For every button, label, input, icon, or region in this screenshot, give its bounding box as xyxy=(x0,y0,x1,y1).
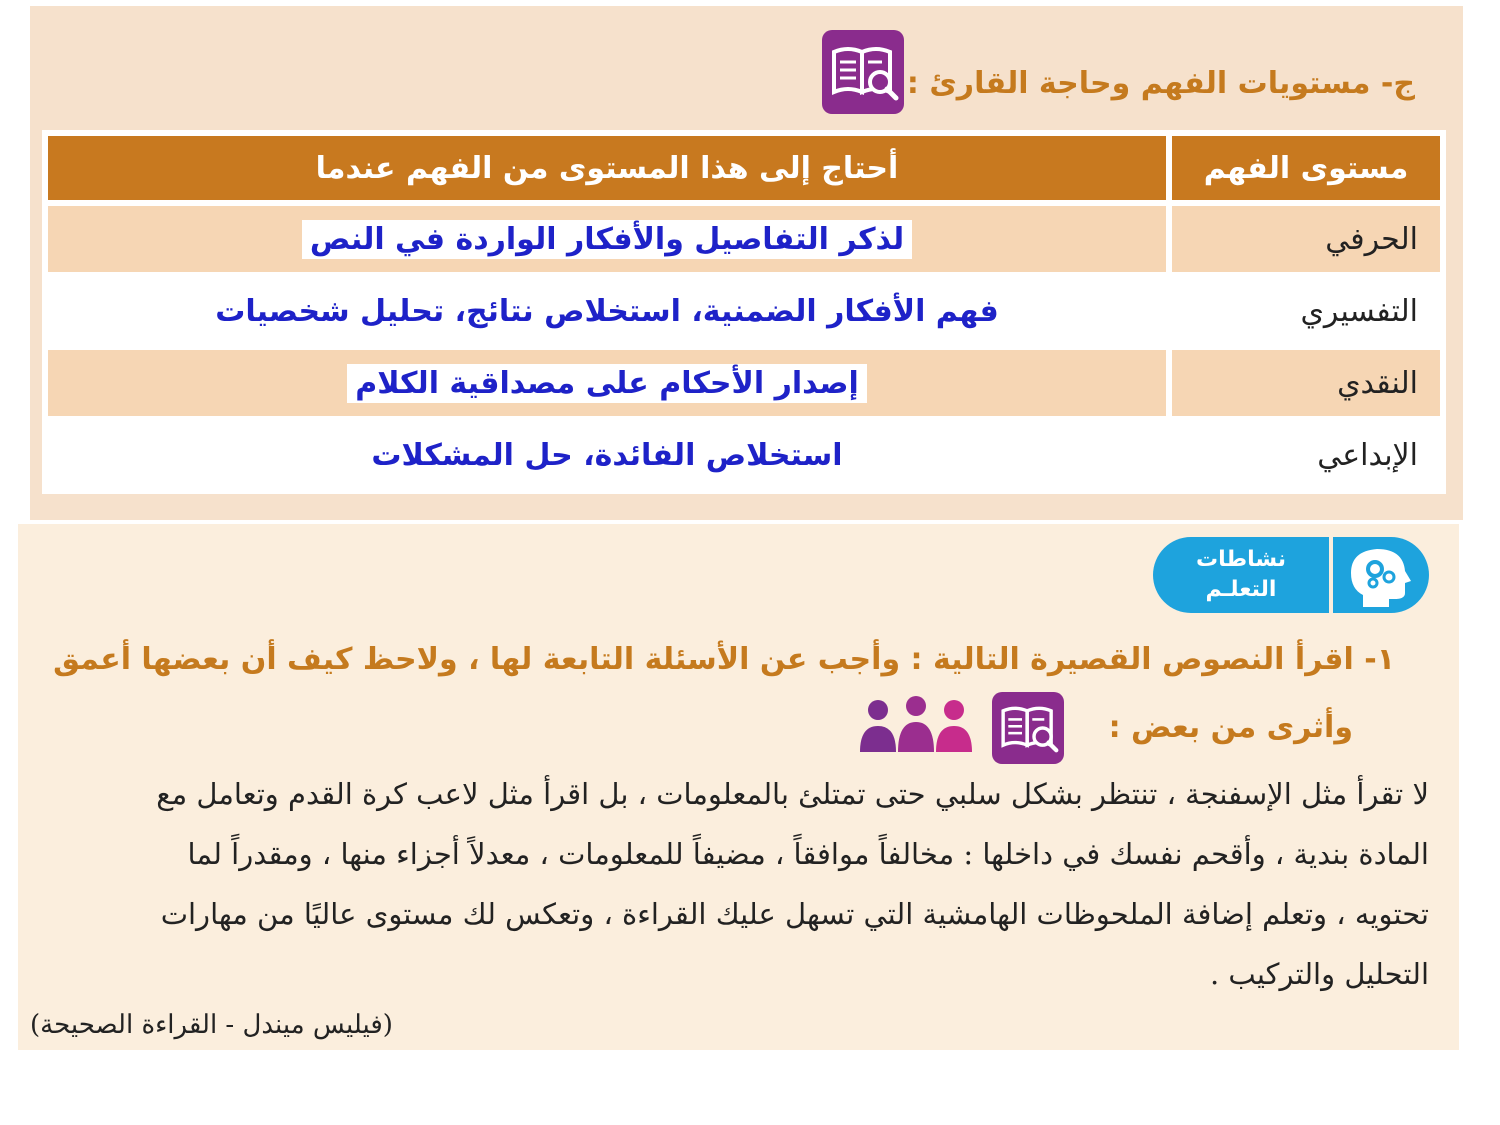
answer-cell xyxy=(48,422,1166,488)
level-literal: الحرفي xyxy=(1172,206,1440,272)
comprehension-levels-panel xyxy=(30,6,1463,520)
passage-line: التحليل والتركيب . xyxy=(1209,957,1429,991)
learning-activities-panel xyxy=(18,524,1459,1050)
passage-line: لا تقرأ مثل الإسفنجة ، تنتظر بشكل سلبي حتى تمتلئ بالمعلومات ، بل اقرأ مثل لاعب كرة القدم وتعامل مع xyxy=(156,777,1429,811)
level-creative: الإبداعي xyxy=(1172,422,1440,488)
badge-line-2: التعلـم xyxy=(1205,577,1277,602)
citation: (فيليس ميندل - القراءة الصحيحة) xyxy=(30,1010,393,1040)
badge-label xyxy=(1153,537,1329,613)
table-row xyxy=(48,350,1440,416)
answer-interpretive: فهم الأفكار الضمنية، استخلاص نتائج، تحليل شخصيات xyxy=(207,292,1007,331)
passage-line: المادة بندية ، وأقحم نفسك في داخلها : مخالفاً موافقاً ، مضيفاً للمعلومات ، معدلاً أجزاء منها ، ومقدراً لما xyxy=(187,837,1429,871)
section-heading: ج- مستويات الفهم وحاجة القارئ : xyxy=(906,66,1415,101)
group-people-icon xyxy=(856,696,976,762)
passage-line: تحتويه ، وتعلم إضافة الملحوظات الهامشية التي تسهل عليك القراءة ، وتعكس لك مستوى عاليًا من مهارات xyxy=(160,897,1429,931)
brain-gears-icon xyxy=(1333,537,1429,613)
reading-magnifier-icon xyxy=(822,30,904,114)
header-level: مستوى الفهم xyxy=(1172,136,1440,200)
answer-cell xyxy=(48,350,1166,416)
badge-line-1: نشاطات xyxy=(1196,547,1286,572)
answer-cell xyxy=(48,278,1166,344)
table-row xyxy=(48,206,1440,272)
answer-creative: استخلاص الفائدة، حل المشكلات xyxy=(363,436,850,475)
level-interpretive: التفسيري xyxy=(1172,278,1440,344)
table-row xyxy=(48,422,1440,488)
table-header-row xyxy=(48,136,1440,200)
header-need: أحتاج إلى هذا المستوى من الفهم عندما xyxy=(48,136,1166,200)
instruction-line-2: وأثرى من بعض : xyxy=(1108,710,1353,745)
answer-cell xyxy=(48,206,1166,272)
level-critical: النقدي xyxy=(1172,350,1440,416)
reading-magnifier-icon xyxy=(992,692,1064,764)
answer-literal: لذكر التفاصيل والأفكار الواردة في النص xyxy=(302,220,912,259)
instruction-line-1: ١- اقرأ النصوص القصيرة التالية : وأجب عن الأسئلة التابعة لها ، ولاحظ كيف أن بعضها أعمق xyxy=(53,642,1395,677)
table-row xyxy=(48,278,1440,344)
learning-activities-badge xyxy=(1153,537,1429,613)
answer-critical: إصدار الأحكام على مصداقية الكلام xyxy=(347,364,867,403)
comprehension-levels-table xyxy=(42,130,1446,494)
passage-text xyxy=(25,764,1429,1004)
